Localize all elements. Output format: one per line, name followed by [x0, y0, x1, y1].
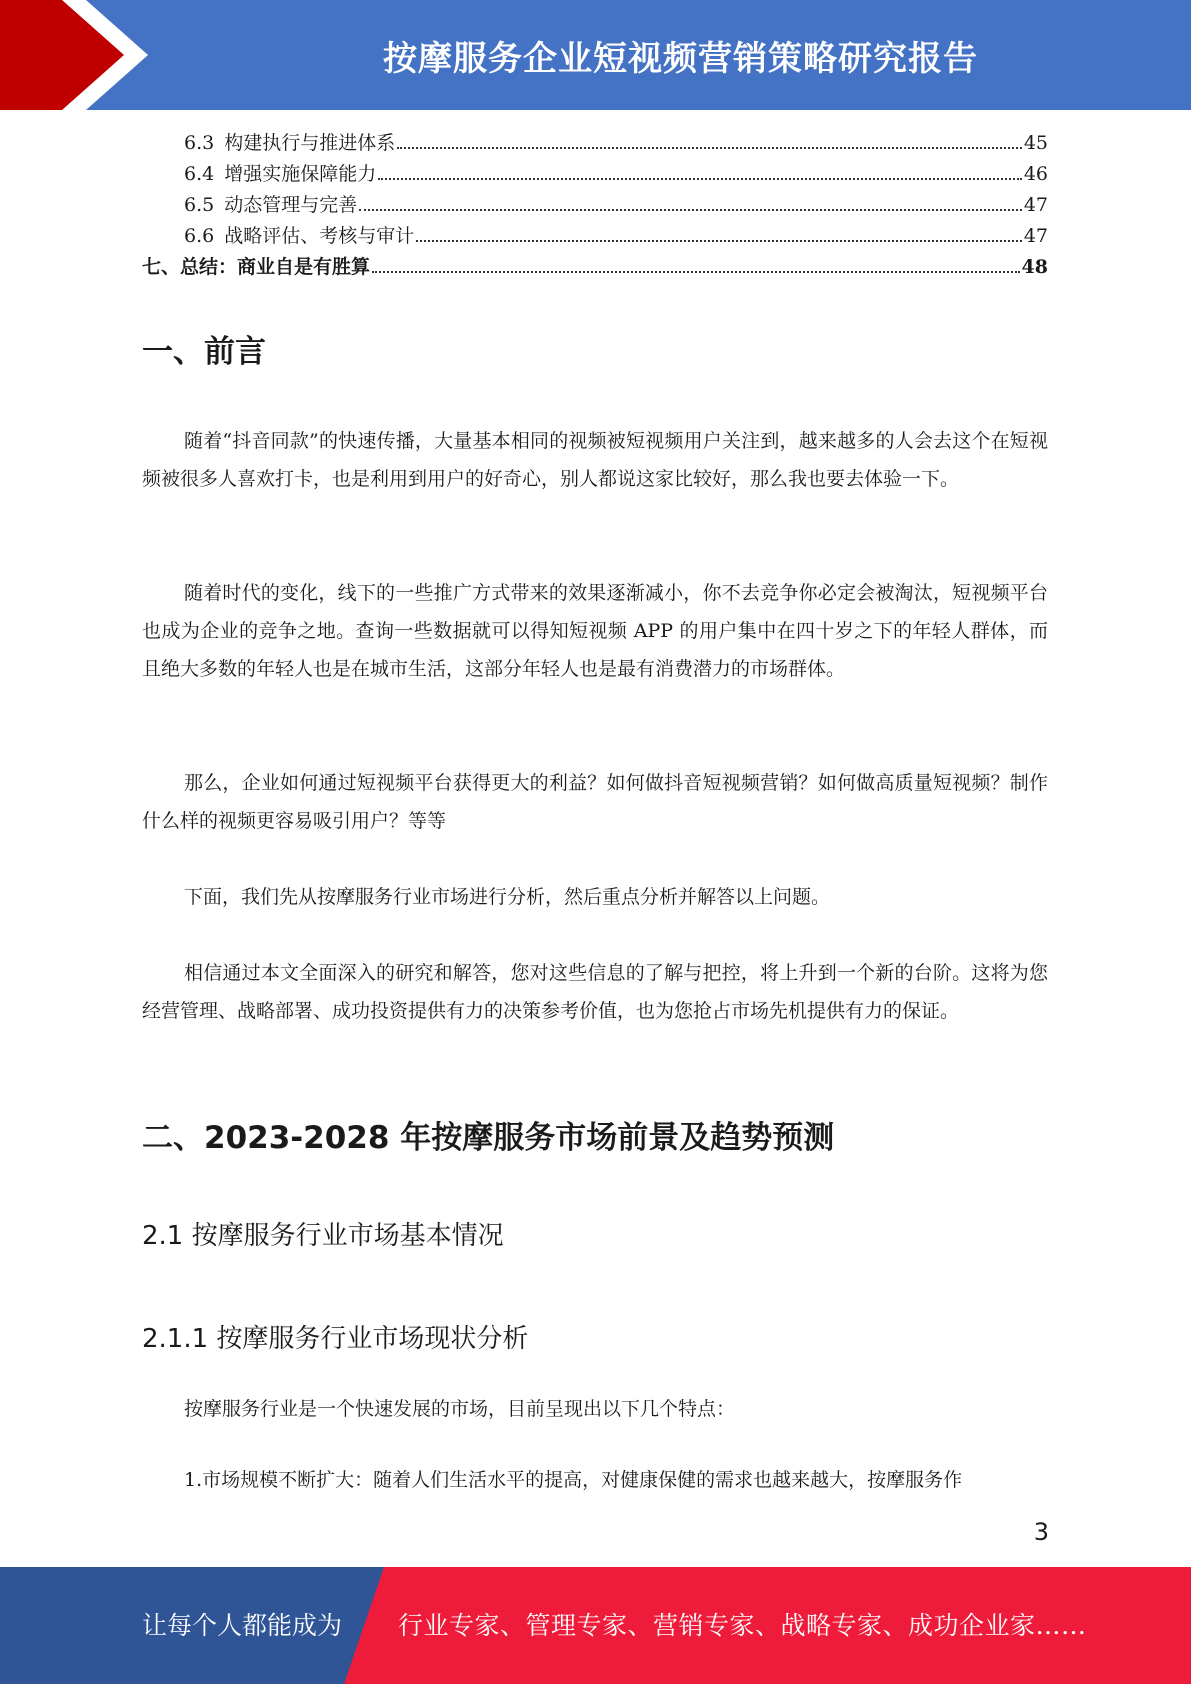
toc-entry-title: 增强实施保障能力: [224, 163, 377, 185]
toc-leader-dots: [359, 208, 1022, 211]
toc-entry-page: 45: [1023, 132, 1048, 154]
toc-entry[interactable]: [142, 252, 1048, 283]
toc-entry-title: 构建执行与推进体系: [224, 132, 396, 154]
section-heading: 二、2023-2028 年按摩服务市场前景及趋势预测: [142, 1120, 835, 1156]
footer-banner: [0, 1567, 1191, 1684]
footer-slogan-left: 让每个人都能成为: [142, 1611, 343, 1640]
toc-entry-number: 6.4: [184, 163, 215, 185]
footer-slogan-right: 行业专家、管理专家、营销专家、战略专家、成功企业家……: [398, 1611, 1087, 1640]
toc-entry-title: 战略评估、考核与审计: [224, 225, 415, 247]
page-number: 3: [1033, 1518, 1049, 1546]
toc-leader-dots: [397, 146, 1022, 149]
header-arrow-decoration: [0, 0, 170, 110]
toc-entry-number: 6.6: [184, 225, 215, 247]
toc-entry-number: 6.5: [184, 194, 215, 216]
toc-entry-page: 47: [1023, 225, 1048, 247]
toc-leader-dots: [416, 239, 1022, 242]
toc-entry-title: 七、总结：商业自是有胜算: [142, 256, 371, 278]
header-banner: [0, 0, 1191, 110]
body-paragraph: 下面，我们先从按摩服务行业市场进行分析，然后重点分析并解答以上问题。: [184, 886, 831, 908]
toc-leader-dots: [372, 270, 1020, 273]
table-of-contents: [142, 128, 1048, 283]
document-title: 按摩服务企业短视频营销策略研究报告: [383, 38, 978, 79]
body-paragraph: 按摩服务行业是一个快速发展的市场，目前呈现出以下几个特点：: [184, 1398, 736, 1420]
body-paragraph: 随着“抖音同款”的快速传播，大量基本相同的视频被短视频用户关注到，越来越多的人会去这个在短视频被很多人喜欢打卡，也是利用到用户的好奇心，别人都说这家比较好，那么我也要去体验一下。: [142, 430, 1048, 490]
toc-entry-page: 47: [1023, 194, 1048, 216]
toc-entry[interactable]: [142, 221, 1048, 252]
subsection-heading: 2.1 按摩服务行业市场基本情况: [142, 1221, 504, 1251]
subsection-heading: 2.1.1 按摩服务行业市场现状分析: [142, 1324, 529, 1354]
toc-entry-page: 46: [1023, 163, 1048, 185]
toc-entry[interactable]: [142, 128, 1048, 159]
toc-entry[interactable]: [142, 190, 1048, 221]
body-paragraph: 1.市场规模不断扩大：随着人们生活水平的提高，对健康保健的需求也越来越大，按摩服务作: [184, 1469, 963, 1491]
toc-leader-dots: [378, 177, 1022, 180]
body-paragraph: 那么，企业如何通过短视频平台获得更大的利益？如何做抖音短视频营销？如何做高质量短视频？制作什么样的视频更容易吸引用户？等等: [142, 772, 1048, 832]
section-heading: 一、前言: [142, 334, 266, 370]
toc-entry-number: 6.3: [184, 132, 215, 154]
toc-entry-title: 动态管理与完善: [224, 194, 358, 216]
body-paragraph: 相信通过本文全面深入的研究和解答，您对这些信息的了解与把控，将上升到一个新的台阶。这将为您经营管理、战略部署、成功投资提供有力的决策参考价值，也为您抢占市场先机提供有力的保证。: [142, 962, 1048, 1022]
toc-entry-page: 48: [1021, 256, 1048, 278]
body-paragraph: 随着时代的变化，线下的一些推广方式带来的效果逐渐减小，你不去竞争你必定会被淘汰，短视频平台也成为企业的竞争之地。查询一些数据就可以得知短视频 APP 的用户集中在四十岁之下的年轻人群体，而且绝大多数的年轻人也是在城市生活，这部分年轻人也是最有消费潜力的市场群体。: [142, 582, 1048, 680]
toc-entry[interactable]: [142, 159, 1048, 190]
